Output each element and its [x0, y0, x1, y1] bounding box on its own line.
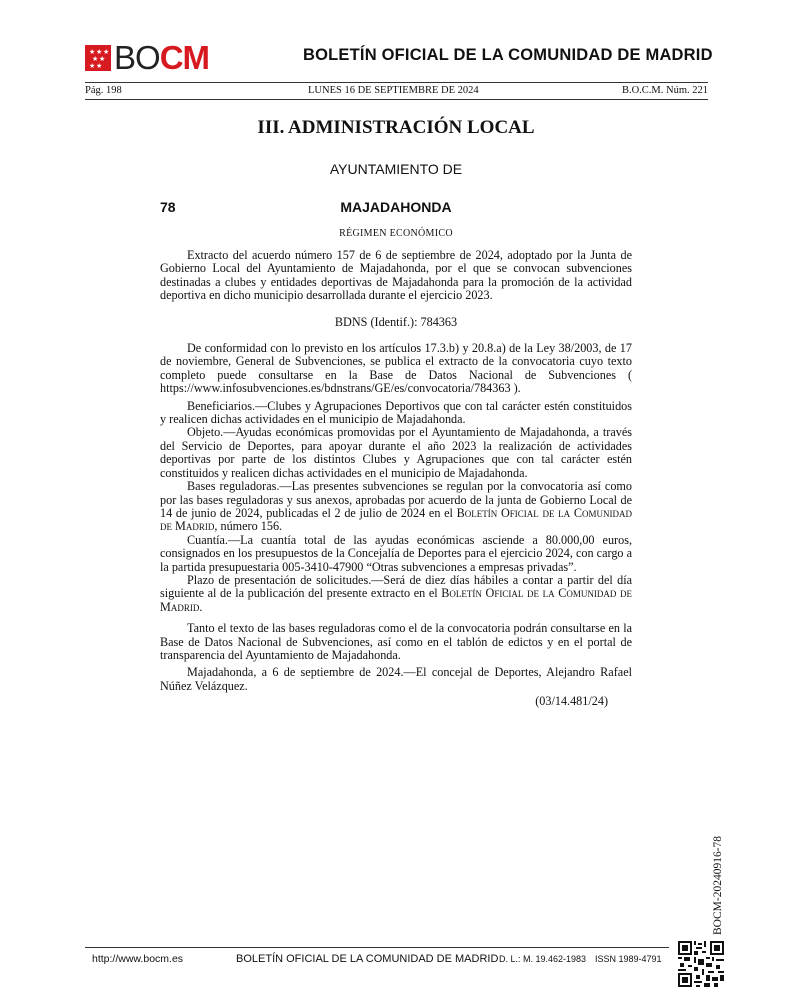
- document-code: BOCM-20240916-78: [712, 835, 724, 935]
- section-title: III. ADMINISTRACIÓN LOCAL: [257, 117, 535, 138]
- announcement-body: [160, 249, 632, 709]
- legal-deposit: D. L.: M. 19.462-1983: [499, 954, 587, 964]
- deadline-paragraph: Plazo de presentación de solicitudes.—Será de diez días hábiles a contar a partir del día siguiente al de la publicación del presente extracto en el Boletín Oficial de la Comunidad de Madrid.: [160, 572, 632, 614]
- footer-title: BOLETÍN OFICIAL DE LA COMUNIDAD DE MADRID: [236, 953, 499, 965]
- regimen-heading: RÉGIMEN ECONÓMICO: [339, 228, 453, 239]
- qr-code-icon: [678, 941, 724, 987]
- logo-bo: BO: [114, 39, 160, 76]
- summary-paragraph: Extracto del acuerdo número 157 de 6 de septiembre de 2024, adoptado por la Junta de Gobierno Local del Ayuntamiento de Majadahonda, por el que se convocan subvenciones destinadas a clubes y entidades deportivas de Majadahonda para la promoción de la actividad deportiva en dicho municipio desarrollada durante el ejercicio 2023.: [160, 248, 632, 303]
- ayuntamiento-heading: AYUNTAMIENTO DE: [329, 161, 463, 177]
- issue-date: LUNES 16 DE SEPTIEMBRE DE 2024: [308, 85, 479, 96]
- reference-code: (03/14.481/24): [535, 694, 608, 709]
- logo-cm: CM: [159, 39, 210, 76]
- issn: ISSN 1989-4791: [595, 954, 662, 964]
- municipality-heading: MAJADAHONDA: [340, 199, 452, 215]
- regulatory-bases-paragraph: Bases reguladoras.—Las presentes subvenciones se regulan por la convocatoria así como por las bases reguladoras y sus anexos, aprobadas por acuerdo de la junta de Gobierno Local de 14 de junio de 2024, publicadas el 2 de julio de 2024 en el Boletín Oficial de la Comunidad de Madrid, número 156.: [160, 479, 632, 534]
- madrid-flag-icon: ★ ★ ★ ★ ★ ★ ★: [85, 45, 111, 71]
- header-title: BOLETÍN OFICIAL DE LA COMUNIDAD DE MADRID: [303, 46, 713, 64]
- legal-basis-paragraph: De conformidad con lo previsto en los artículos 17.3.b) y 20.8.a) de la Ley 38/2003, de 17 de noviembre, General de Subvenciones, se publica el extracto de la convocatoria cuyo texto completo puede consultarse en la Base de Datos Nacional de Subvenciones ( https://www.infosubvenciones.es/bdnstrans/GE/es/convocatoria/784363 ).: [160, 341, 632, 396]
- entry-number: 78: [160, 199, 176, 215]
- footer-url-link[interactable]: http://www.bocm.es: [92, 953, 184, 965]
- meta-rule: [85, 99, 708, 100]
- footer-rule: [85, 947, 669, 948]
- header-rule: [85, 82, 708, 83]
- issue-number: B.O.C.M. Núm. 221: [621, 85, 708, 96]
- page-number: Pág. 198: [85, 85, 122, 96]
- signature-paragraph: Majadahonda, a 6 de septiembre de 2024.—El concejal de Deportes, Alejandro Rafael Núñez Velázquez.: [160, 665, 632, 693]
- object-paragraph: Objeto.—Ayudas económicas promovidas por el Ayuntamiento de Majadahonda, a través del Servicio de Deportes, para apoyar durante el año 2023 la realización de actividades deportivas por parte de los distintos Clubes y Agrupaciones que con tal carácter estén constituidos y realicen dichas actividades en el municipio de Majadahonda.: [160, 425, 632, 480]
- bdns-identifier: BDNS (Identif.): 784363: [334, 314, 458, 329]
- bocm-logo: [85, 39, 210, 76]
- amount-paragraph: Cuantía.—La cuantía total de las ayudas económicas asciende a 80.000,00 euros, consignados en los presupuestos de la Concejalía de Deportes para el ejercicio 2024, con cargo a la partida presupuestaria 005-3410-47900 “Otras subvenciones a empresas privadas”.: [160, 532, 632, 574]
- consultation-paragraph: Tanto el texto de las bases reguladoras como el de la convocatoria podrán consultarse en la Base de Datos Nacional de Subvenciones, así como en el tablón de edictos y en el portal de transparencia del Ayuntamiento de Majadahonda.: [160, 621, 632, 662]
- beneficiaries-paragraph: Beneficiarios.—Clubes y Agrupaciones Deportivos que con tal carácter estén constituidos y realicen dichas actividades en el municipio de Majadahonda.: [160, 398, 632, 427]
